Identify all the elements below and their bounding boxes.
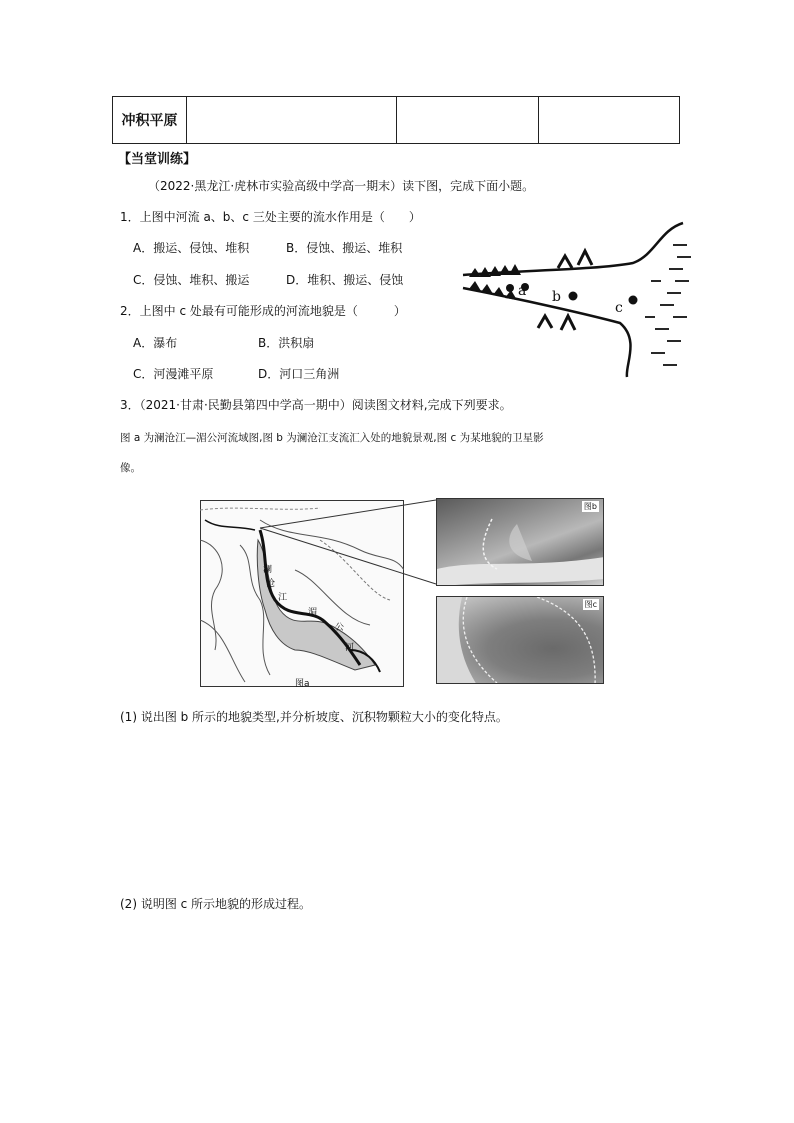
- section-title: 【当堂训练】: [118, 152, 197, 167]
- q2-option-b: B．洪积扇: [258, 336, 315, 350]
- q3-sub1: (1) 说出图 b 所示的地貌类型,并分析坡度、沉积物颗粒大小的变化特点。: [120, 710, 508, 724]
- q3-sub2: (2) 说明图 c 所示地貌的形成过程。: [120, 897, 312, 911]
- map-label-gong: 公: [335, 623, 345, 633]
- map-label-cang: 沧: [266, 579, 276, 589]
- q2-option-a: A．瀑布: [133, 336, 178, 350]
- map-label-mei: 湄: [308, 608, 318, 618]
- table-row-label: 冲积平原: [113, 97, 187, 143]
- figure-c-photo: [436, 596, 604, 684]
- river-diagram: [455, 215, 700, 380]
- q1-stem: 1．上图中河流 a、b、c 三处主要的流水作用是（ ）: [120, 210, 421, 224]
- map-label-lan: 澜: [263, 565, 273, 575]
- label-a: a: [518, 283, 527, 299]
- map-label-jiang: 江: [278, 593, 288, 603]
- point-a: [506, 284, 514, 292]
- point-c: [629, 296, 638, 305]
- summary-table: [112, 96, 680, 144]
- figure-c-label: 图c: [584, 600, 597, 609]
- label-c: c: [615, 300, 623, 316]
- q1-option-a: A．搬运、侵蚀、堆积: [133, 241, 250, 255]
- q3-stem: 3．（2021·甘肃·民勤县第四中学高一期中）阅读图文材料,完成下列要求。: [120, 398, 512, 412]
- figure-b-photo: [436, 498, 604, 586]
- table-cell-empty: [397, 97, 539, 143]
- q3-material-line2: 像。: [120, 462, 141, 474]
- figure-b-label: 图b: [583, 502, 597, 511]
- table-cell-empty: [187, 97, 397, 143]
- map-label-he: 河: [345, 643, 355, 653]
- table-cell-empty: [539, 97, 681, 143]
- q1-option-c: C．侵蚀、堆积、搬运: [133, 273, 250, 287]
- q3-material-line1: 图 a 为澜沧江—湄公河流域图,图 b 为澜沧江支流汇入处的地貌景观,图 c 为某地貌的卫星影: [120, 432, 544, 444]
- figure-a-caption: 图a: [295, 679, 310, 689]
- label-b: b: [552, 289, 561, 305]
- q2-option-c: C．河漫滩平原: [133, 367, 214, 381]
- q1-option-b: B．侵蚀、搬运、堆积: [286, 241, 403, 255]
- q2-option-d: D．河口三角洲: [258, 367, 340, 381]
- q1-option-d: D．堆积、搬运、侵蚀: [286, 273, 404, 287]
- leader-lines: [240, 498, 440, 608]
- q2-stem: 2．上图中 c 处最有可能形成的河流地貌是（ ）: [120, 304, 406, 318]
- intro-text: （2022·黑龙江·虎林市实验高级中学高一期末）读下图，完成下面小题。: [148, 179, 535, 193]
- point-b: [569, 292, 578, 301]
